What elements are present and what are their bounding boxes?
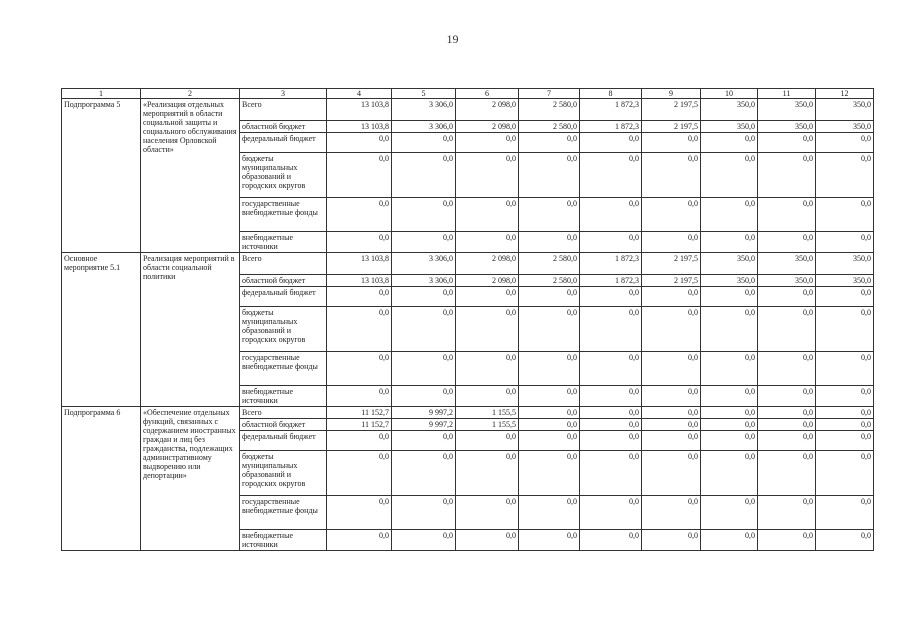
funding-value: 2 197,5 — [642, 253, 701, 275]
funding-value: 0,0 — [392, 451, 456, 496]
funding-value: 2 580,0 — [519, 121, 580, 133]
funding-source: бюджеты муниципальных образований и городских округов — [240, 451, 327, 496]
funding-value: 0,0 — [701, 419, 758, 431]
program-code: Подпрограмма 5 — [62, 99, 141, 253]
funding-value: 0,0 — [642, 153, 701, 198]
funding-value: 350,0 — [758, 253, 816, 275]
funding-value: 0,0 — [392, 386, 456, 407]
funding-value: 350,0 — [758, 121, 816, 133]
funding-value: 0,0 — [642, 198, 701, 232]
funding-value: 3 306,0 — [392, 121, 456, 133]
funding-value: 0,0 — [519, 307, 580, 352]
header-row — [62, 89, 874, 99]
header-cell: 5 — [392, 89, 456, 99]
funding-value: 0,0 — [327, 530, 392, 551]
funding-value: 0,0 — [816, 407, 874, 419]
funding-value: 350,0 — [701, 99, 758, 121]
funding-value: 2 098,0 — [456, 99, 519, 121]
funding-value: 0,0 — [519, 451, 580, 496]
funding-value: 350,0 — [701, 275, 758, 287]
funding-value: 0,0 — [758, 451, 816, 496]
funding-source: внебюджетные источники — [240, 232, 327, 253]
funding-value: 350,0 — [701, 121, 758, 133]
funding-value: 0,0 — [758, 352, 816, 386]
funding-value: 0,0 — [519, 133, 580, 153]
program-name: «Обеспечение отдельных функций, связанных с содержанием иностранных граждан и лиц без гражданства, подлежащих административному выдворению или депортации» — [141, 407, 240, 551]
funding-value: 0,0 — [642, 496, 701, 530]
funding-value: 0,0 — [580, 407, 642, 419]
funding-value: 0,0 — [816, 496, 874, 530]
funding-value: 0,0 — [519, 153, 580, 198]
funding-value: 0,0 — [580, 307, 642, 352]
funding-value: 0,0 — [758, 307, 816, 352]
funding-value: 0,0 — [580, 198, 642, 232]
funding-value: 0,0 — [758, 153, 816, 198]
funding-value: 0,0 — [392, 232, 456, 253]
page-number: 19 — [446, 32, 459, 46]
funding-value: 0,0 — [701, 153, 758, 198]
funding-value: 0,0 — [642, 287, 701, 307]
funding-value: 0,0 — [456, 451, 519, 496]
funding-value: 1 872,3 — [580, 121, 642, 133]
program-code: Подпрограмма 6 — [62, 407, 141, 551]
funding-value: 350,0 — [701, 253, 758, 275]
funding-value: 2 197,5 — [642, 121, 701, 133]
funding-value: 0,0 — [701, 386, 758, 407]
funding-value: 0,0 — [816, 451, 874, 496]
funding-value: 0,0 — [327, 307, 392, 352]
funding-value: 0,0 — [758, 232, 816, 253]
funding-value: 0,0 — [519, 287, 580, 307]
header-cell: 7 — [519, 89, 580, 99]
funding-value: 0,0 — [580, 352, 642, 386]
funding-value: 0,0 — [758, 419, 816, 431]
funding-value: 0,0 — [392, 153, 456, 198]
funding-value: 0,0 — [327, 133, 392, 153]
funding-value: 13 103,8 — [327, 275, 392, 287]
funding-value: 0,0 — [456, 386, 519, 407]
funding-value: 0,0 — [816, 133, 874, 153]
funding-value: 0,0 — [456, 530, 519, 551]
funding-value: 0,0 — [642, 133, 701, 153]
funding-value: 0,0 — [519, 431, 580, 451]
funding-value: 0,0 — [816, 431, 874, 451]
funding-value: 0,0 — [758, 496, 816, 530]
funding-source: областной бюджет — [240, 275, 327, 287]
funding-value: 0,0 — [758, 287, 816, 307]
funding-value: 0,0 — [580, 419, 642, 431]
funding-value: 0,0 — [327, 386, 392, 407]
funding-source: государственные внебюджетные фонды — [240, 198, 327, 232]
budget-table — [61, 88, 874, 551]
funding-value: 2 098,0 — [456, 275, 519, 287]
header-cell: 3 — [240, 89, 327, 99]
funding-value: 1 872,3 — [580, 253, 642, 275]
funding-value: 0,0 — [701, 496, 758, 530]
funding-value: 0,0 — [701, 198, 758, 232]
funding-value: 1 155,5 — [456, 419, 519, 431]
funding-source: внебюджетные источники — [240, 530, 327, 551]
funding-value: 0,0 — [758, 431, 816, 451]
funding-value: 0,0 — [580, 232, 642, 253]
funding-value: 0,0 — [580, 496, 642, 530]
funding-value: 350,0 — [758, 99, 816, 121]
funding-value: 0,0 — [519, 419, 580, 431]
funding-value: 3 306,0 — [392, 275, 456, 287]
funding-value: 0,0 — [642, 232, 701, 253]
funding-value: 0,0 — [701, 530, 758, 551]
funding-value: 0,0 — [642, 386, 701, 407]
funding-value: 0,0 — [456, 496, 519, 530]
funding-source: бюджеты муниципальных образований и городских округов — [240, 153, 327, 198]
funding-value: 13 103,8 — [327, 99, 392, 121]
funding-value: 0,0 — [642, 352, 701, 386]
funding-value: 0,0 — [701, 232, 758, 253]
funding-value: 0,0 — [456, 153, 519, 198]
funding-value: 0,0 — [327, 232, 392, 253]
funding-value: 0,0 — [816, 530, 874, 551]
funding-value: 0,0 — [519, 198, 580, 232]
funding-value: 0,0 — [701, 407, 758, 419]
funding-value: 0,0 — [392, 431, 456, 451]
funding-value: 2 197,5 — [642, 275, 701, 287]
table-row — [62, 253, 874, 275]
funding-value: 2 580,0 — [519, 99, 580, 121]
funding-value: 9 997,2 — [392, 407, 456, 419]
funding-value: 0,0 — [758, 407, 816, 419]
program-name: Реализация мероприятий в области социальной политики — [141, 253, 240, 407]
funding-value: 0,0 — [327, 431, 392, 451]
funding-source: бюджеты муниципальных образований и городских округов — [240, 307, 327, 352]
funding-value: 2 580,0 — [519, 275, 580, 287]
funding-value: 0,0 — [580, 431, 642, 451]
funding-value: 0,0 — [392, 133, 456, 153]
funding-value: 0,0 — [701, 431, 758, 451]
funding-value: 0,0 — [392, 307, 456, 352]
funding-value: 0,0 — [456, 133, 519, 153]
funding-value: 0,0 — [580, 386, 642, 407]
funding-value: 0,0 — [580, 451, 642, 496]
funding-value: 0,0 — [642, 407, 701, 419]
funding-value: 0,0 — [519, 352, 580, 386]
program-name: «Реализация отдельных мероприятий в области социальной защиты и социального обслуживания населения Орловской области» — [141, 99, 240, 253]
funding-value: 0,0 — [701, 451, 758, 496]
funding-value: 0,0 — [816, 419, 874, 431]
funding-value: 0,0 — [519, 232, 580, 253]
funding-value: 0,0 — [392, 496, 456, 530]
funding-value: 0,0 — [701, 287, 758, 307]
funding-value: 1 155,5 — [456, 407, 519, 419]
funding-value: 0,0 — [580, 133, 642, 153]
funding-value: 1 872,3 — [580, 275, 642, 287]
funding-value: 0,0 — [816, 352, 874, 386]
funding-value: 350,0 — [816, 121, 874, 133]
funding-source: внебюджетные источники — [240, 386, 327, 407]
funding-value: 0,0 — [519, 407, 580, 419]
funding-value: 0,0 — [392, 530, 456, 551]
funding-value: 0,0 — [642, 530, 701, 551]
funding-value: 0,0 — [701, 307, 758, 352]
funding-value: 13 103,8 — [327, 121, 392, 133]
funding-value: 350,0 — [816, 253, 874, 275]
funding-value: 0,0 — [642, 451, 701, 496]
funding-value: 0,0 — [580, 287, 642, 307]
funding-value: 0,0 — [580, 530, 642, 551]
funding-value: 3 306,0 — [392, 99, 456, 121]
funding-value: 0,0 — [392, 198, 456, 232]
funding-value: 3 306,0 — [392, 253, 456, 275]
funding-value: 0,0 — [327, 153, 392, 198]
header-cell: 9 — [642, 89, 701, 99]
header-cell: 10 — [701, 89, 758, 99]
funding-value: 0,0 — [758, 530, 816, 551]
funding-value: 0,0 — [327, 496, 392, 530]
funding-value: 0,0 — [519, 386, 580, 407]
funding-value: 0,0 — [519, 496, 580, 530]
funding-value: 0,0 — [580, 153, 642, 198]
funding-value: 13 103,8 — [327, 253, 392, 275]
funding-value: 2 098,0 — [456, 253, 519, 275]
header-cell: 4 — [327, 89, 392, 99]
funding-value: 0,0 — [392, 352, 456, 386]
funding-value: 0,0 — [816, 287, 874, 307]
funding-value: 0,0 — [327, 352, 392, 386]
funding-value: 0,0 — [327, 287, 392, 307]
funding-value: 0,0 — [758, 198, 816, 232]
budget-body — [62, 99, 874, 551]
funding-source: Всего — [240, 99, 327, 121]
funding-source: федеральный бюджет — [240, 287, 327, 307]
header-cell: 11 — [758, 89, 816, 99]
funding-value: 2 098,0 — [456, 121, 519, 133]
funding-value: 0,0 — [642, 307, 701, 352]
funding-value: 0,0 — [456, 431, 519, 451]
funding-source: государственные внебюджетные фонды — [240, 496, 327, 530]
funding-value: 0,0 — [816, 307, 874, 352]
funding-source: областной бюджет — [240, 419, 327, 431]
funding-value: 9 997,2 — [392, 419, 456, 431]
funding-value: 0,0 — [519, 530, 580, 551]
funding-source: федеральный бюджет — [240, 133, 327, 153]
funding-source: федеральный бюджет — [240, 431, 327, 451]
funding-value: 350,0 — [758, 275, 816, 287]
funding-value: 350,0 — [816, 99, 874, 121]
header-cell: 6 — [456, 89, 519, 99]
funding-value: 0,0 — [816, 232, 874, 253]
funding-value: 0,0 — [327, 198, 392, 232]
funding-value: 0,0 — [456, 287, 519, 307]
funding-value: 0,0 — [327, 451, 392, 496]
funding-source: областной бюджет — [240, 121, 327, 133]
funding-value: 0,0 — [701, 352, 758, 386]
funding-value: 0,0 — [758, 386, 816, 407]
funding-value: 0,0 — [816, 153, 874, 198]
program-code: Основное мероприятие 5.1 — [62, 253, 141, 407]
header-cell: 8 — [580, 89, 642, 99]
funding-value: 11 152,7 — [327, 407, 392, 419]
table-row — [62, 99, 874, 121]
funding-value: 0,0 — [816, 198, 874, 232]
funding-value: 0,0 — [642, 419, 701, 431]
funding-value: 0,0 — [758, 133, 816, 153]
funding-source: Всего — [240, 253, 327, 275]
funding-value: 350,0 — [816, 275, 874, 287]
funding-value: 0,0 — [456, 198, 519, 232]
funding-value: 2 197,5 — [642, 99, 701, 121]
funding-value: 0,0 — [392, 287, 456, 307]
funding-value: 2 580,0 — [519, 253, 580, 275]
funding-value: 0,0 — [816, 386, 874, 407]
funding-value: 0,0 — [456, 307, 519, 352]
funding-value: 11 152,7 — [327, 419, 392, 431]
funding-value: 0,0 — [456, 232, 519, 253]
funding-value: 0,0 — [456, 352, 519, 386]
funding-source: Всего — [240, 407, 327, 419]
header-cell: 1 — [62, 89, 141, 99]
funding-source: государственные внебюджетные фонды — [240, 352, 327, 386]
header-cell: 2 — [141, 89, 240, 99]
funding-value: 0,0 — [642, 431, 701, 451]
funding-value: 0,0 — [701, 133, 758, 153]
funding-value: 1 872,3 — [580, 99, 642, 121]
table-row — [62, 407, 874, 419]
header-cell: 12 — [816, 89, 874, 99]
